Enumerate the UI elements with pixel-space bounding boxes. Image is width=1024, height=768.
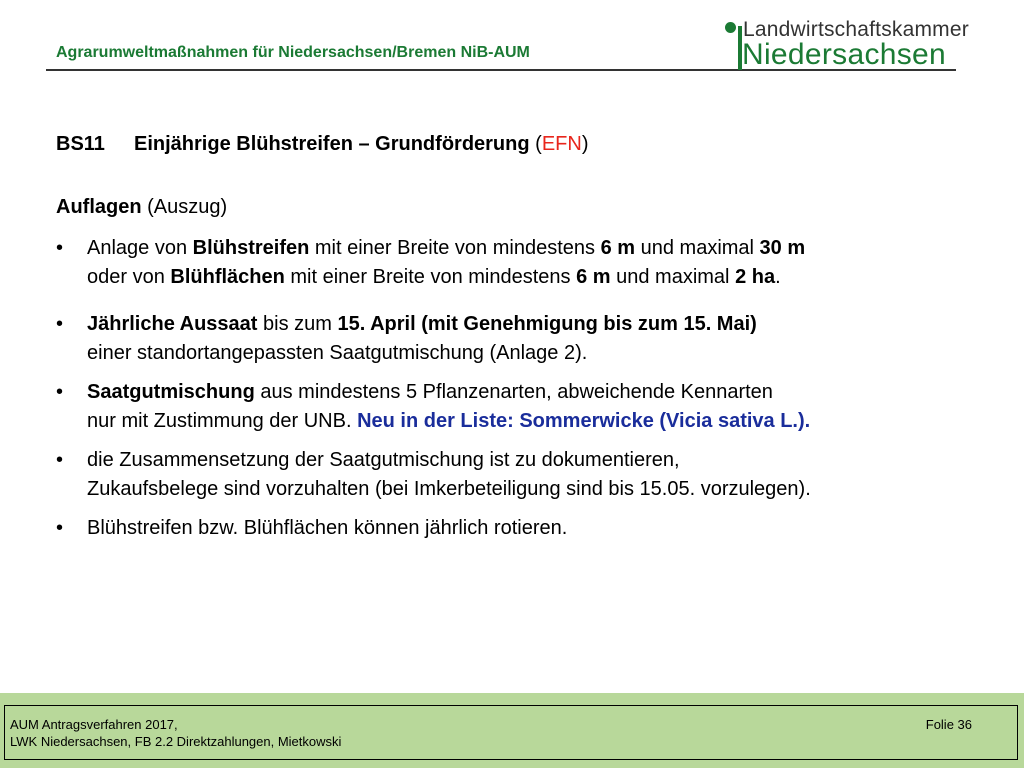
- requirement-item: [56, 234, 1016, 292]
- requirement-item: [56, 378, 1016, 436]
- section-heading-label: Auflagen: [56, 196, 142, 218]
- requirement-text: Neu in der Liste: Sommerwicke (Vicia sativa L.).: [357, 410, 811, 432]
- measure-title: [56, 133, 589, 156]
- requirement-item: [56, 446, 1016, 504]
- requirement-text: mit einer Breite von mindestens: [284, 266, 577, 288]
- requirement-item: [56, 310, 1016, 368]
- footer-box: [4, 705, 1018, 760]
- requirement-text: einer standortangepassten Saatgutmischung (Anlage 2).: [87, 342, 588, 364]
- requirement-text: 2 ha: [735, 266, 776, 288]
- footer-line2: LWK Niedersachsen, FB 2.2 Direktzahlungen, Mietkowski: [10, 734, 342, 749]
- requirement-text: aus mindestens 5 Pflanzenarten, abweichende Kennarten: [254, 381, 773, 403]
- section-heading-sub: (Auszug): [147, 196, 228, 218]
- requirement-text: Jährliche Aussaat: [87, 313, 258, 335]
- requirement-text: Blühflächen: [170, 266, 285, 288]
- logo-line2: Niedersachsen: [742, 38, 947, 71]
- logo-line1: Landwirtschaftskammer: [743, 18, 969, 41]
- requirements-list: [56, 234, 1016, 553]
- measure-code: BS11: [56, 133, 105, 155]
- requirement-item: [56, 514, 1016, 543]
- section-heading: [56, 196, 227, 219]
- requirement-text: 6 m: [576, 266, 611, 288]
- requirement-text: nur mit Zustimmung der UNB.: [87, 410, 358, 432]
- requirement-text: Blühstreifen bzw. Blühflächen können jährlich rotieren.: [87, 517, 568, 539]
- measure-name: Einjährige Blühstreifen – Grundförderung: [134, 133, 530, 155]
- footer-line1: AUM Antragsverfahren 2017,: [10, 717, 178, 732]
- logo-dot-icon: [725, 22, 736, 33]
- requirement-text: 6 m: [600, 237, 636, 259]
- footer: [0, 693, 1024, 768]
- measure-paren-open: (: [535, 133, 542, 155]
- requirement-text: Saatgutmischung: [87, 381, 255, 403]
- requirement-text: oder von: [87, 266, 171, 288]
- requirement-text: bis zum: [257, 313, 338, 335]
- lwk-logo: [719, 12, 979, 72]
- requirement-text: 15. April (mit Genehmigung bis zum 15. Mai): [337, 313, 757, 335]
- requirement-text: und maximal: [635, 237, 760, 259]
- requirement-text: und maximal: [610, 266, 736, 288]
- measure-tag: EFN: [541, 133, 582, 155]
- header-title: Agrarumweltmaßnahmen für Niedersachsen/Bremen NiB-AUM: [56, 44, 530, 61]
- requirement-text: Blühstreifen: [192, 237, 310, 259]
- requirement-text: 30 m: [759, 237, 806, 259]
- requirement-text: .: [775, 266, 781, 288]
- slide-number: Folie 36: [925, 717, 972, 732]
- requirement-text: die Zusammensetzung der Saatgutmischung ist zu dokumentieren,: [87, 449, 680, 471]
- requirement-text: Anlage von: [87, 237, 193, 259]
- requirement-text: Zukaufsbelege sind vorzuhalten (bei Imkerbeteiligung sind bis 15.05. vorzulegen).: [87, 478, 811, 500]
- requirement-text: mit einer Breite von mindestens: [309, 237, 601, 259]
- measure-paren-close: ): [581, 133, 589, 155]
